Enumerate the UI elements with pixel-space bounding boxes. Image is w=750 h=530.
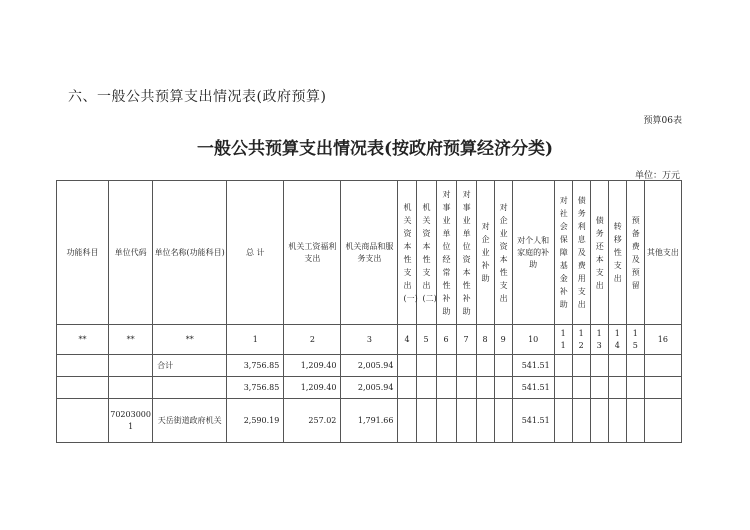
index-cell: 5: [416, 325, 436, 355]
table-number: 预算06表: [643, 116, 682, 126]
cell-function: [57, 355, 109, 377]
header-unit-name: 单位名称(功能科目): [153, 181, 227, 325]
cell-unit-name: 合计: [153, 355, 227, 377]
header-social-security: 对社会保障基金补助: [559, 196, 568, 309]
index-cell: 3: [341, 325, 398, 355]
section-heading: 六、一般公共预算支出情况表(政府预算): [68, 89, 327, 105]
index-cell: 9: [494, 325, 512, 355]
table-row: [57, 377, 682, 399]
cell-wages: 257.02: [284, 399, 341, 443]
header-wages: 机关工资福利支出: [284, 181, 341, 325]
budget-table: [56, 180, 682, 443]
cell-personal: 541.51: [512, 399, 554, 443]
header-personal-subsidy: 对个人和家庭的补助: [512, 181, 554, 325]
index-row: [57, 325, 682, 355]
header-transfer: 转移性支出: [613, 222, 622, 283]
header-public-capital: 对事业单位资本性补助: [462, 189, 471, 316]
index-cell: 8: [476, 325, 494, 355]
cell-unit-name: [153, 377, 227, 399]
index-cell: 6: [436, 325, 456, 355]
header-other: 其他支出: [644, 181, 681, 325]
index-cell: 16: [644, 325, 681, 355]
table-row: [57, 399, 682, 443]
table-row: [57, 355, 682, 377]
header-reserve: 预备费及预留: [631, 215, 640, 290]
cell-unit-name: 天岳街道政府机关: [153, 399, 227, 443]
cell-goods: 2,005.94: [341, 377, 398, 399]
header-capital-2: 机关资本性支出(二): [422, 202, 437, 303]
cell-function: [57, 377, 109, 399]
cell-code: [109, 355, 153, 377]
header-enterprise-capital: 对企业资本性支出: [499, 202, 508, 303]
cell-goods: 2,005.94: [341, 355, 398, 377]
cell-code: 702030001: [109, 399, 153, 443]
index-cell: 10: [512, 325, 554, 355]
index-cell: **: [109, 325, 153, 355]
index-cell: 12: [578, 328, 584, 350]
header-public-recurrent: 对事业单位经常性补助: [442, 189, 451, 316]
header-function-subject: 功能科目: [57, 181, 109, 325]
header-total: 总 计: [227, 181, 284, 325]
index-cell: 15: [632, 328, 638, 350]
header-row: [57, 181, 682, 325]
index-cell: 4: [398, 325, 416, 355]
cell-total: 3,756.85: [227, 377, 284, 399]
header-debt-principal: 债务还本支出: [595, 215, 604, 290]
cell-wages: 1,209.40: [284, 355, 341, 377]
index-cell: 11: [560, 328, 566, 350]
header-goods-services: 机关商品和服务支出: [341, 181, 398, 325]
cell-goods: 1,791.66: [341, 399, 398, 443]
index-cell: 7: [456, 325, 476, 355]
cell-function: [57, 399, 109, 443]
cell-personal: 541.51: [512, 377, 554, 399]
cell-code: [109, 377, 153, 399]
index-cell: 2: [284, 325, 341, 355]
header-capital-1: 机关资本性支出(一): [403, 202, 418, 303]
cell-total: 2,590.19: [227, 399, 284, 443]
unit-label: 单位：万元: [634, 171, 680, 181]
header-enterprise-subsidy: 对企业补助: [481, 222, 490, 283]
cell-total: 3,756.85: [227, 355, 284, 377]
index-cell: **: [57, 325, 109, 355]
index-cell: **: [153, 325, 227, 355]
cell-wages: 1,209.40: [284, 377, 341, 399]
page-title: 一般公共预算支出情况表(按政府预算经济分类): [196, 139, 554, 159]
cell-personal: 541.51: [512, 355, 554, 377]
index-cell: 1: [227, 325, 284, 355]
header-debt-interest: 债务利息及费用支出: [577, 196, 586, 309]
index-cell: 14: [614, 328, 620, 350]
index-cell: 13: [596, 328, 602, 350]
header-unit-code: 单位代码: [109, 181, 153, 325]
